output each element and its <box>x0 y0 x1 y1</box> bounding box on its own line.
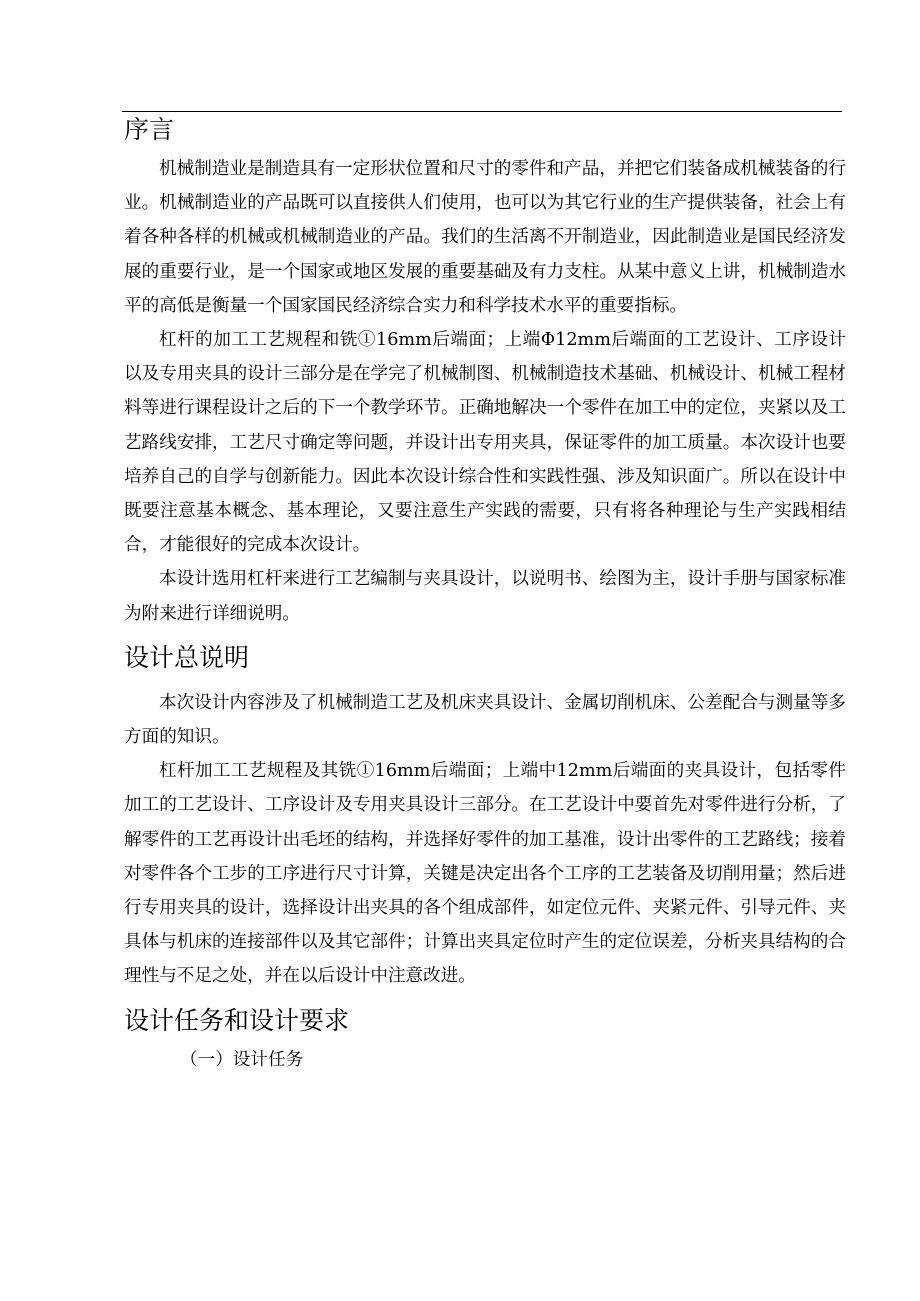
document-body <box>124 112 846 1077</box>
preface-paragraph-2: 杠杆的加工工艺规程和铣①16mm后端面；上端Φ12mm后端面的工艺设计、工序设计以及专用夹具的设计三部分是在学完了机械制图、机械制造技术基础、机械设计、机械工程材料等进行课程设计之后的下一个教学环节。正确地解决一个零件在加工中的定位，夹紧以及工艺路线安排，工艺尺寸确定等问题，并设计出专用夹具，保证零件的加工质量。本次设计也要培养自己的自学与创新能力。因此本次设计综合性和实践性强、涉及知识面广。所以在设计中既要注意基本概念、基本理论，又要注意生产实践的需要，只有将各种理论与生产实践相结合，才能很好的完成本次设计。 <box>124 330 846 556</box>
subsection-title-design-task: （一）设计任务 <box>180 1049 304 1070</box>
section-title-design-overview: 设计总说明 <box>124 642 250 672</box>
preface-paragraph-1: 机械制造业是制造具有一定形状位置和尺寸的零件和产品，并把它们装备成机械装备的行业。机械制造业的产品既可以直接供人们使用，也可以为其它行业的生产提供装备，社会上有着各种各样的机械或机械制造业的产品。我们的生活离不开制造业，因此制造业是国民经济发展的重要行业，是一个国家或地区发展的重要基础及有力支柱。从某中意义上讲，机械制造水平的高低是衡量一个国家国民经济综合实力和科学技术水平的重要指标。 <box>124 159 846 316</box>
preface-paragraph-3: 本设计选用杠杆来进行工艺编制与夹具设计，以说明书、绘图为主，设计手册与国家标准为附来进行详细说明。 <box>124 569 846 624</box>
overview-paragraph-1: 本次设计内容涉及了机械制造工艺及机床夹具设计、金属切削机床、公差配合与测量等多方面的知识。 <box>124 692 846 748</box>
section-title-design-tasks: 设计任务和设计要求 <box>124 1005 350 1035</box>
overview-paragraph-2: 杠杆加工工艺规程及其铣①16mm后端面；上端中12mm后端面的夹具设计，包括零件加工的工艺设计、工序设计及专用夹具设计三部分。在工艺设计中要首先对零件进行分析，了解零件的工艺再设计出毛坯的结构，并选择好零件的加工基准，设计出零件的工艺路线；接着对零件各个工步的工序进行尺寸计算，关键是决定出各个工序的工艺装备及切削用量；然后进行专用夹具的设计，选择设计出夹具的各个组成部件，如定位元件、夹紧元件、引导元件、夹具体与机床的连接部件以及其它部件；计算出夹具定位时产生的定位误差，分析夹具结构的合理性与不足之处，并在以后设计中注意改进。 <box>124 761 846 987</box>
section-title-preface: 序言 <box>124 115 175 144</box>
